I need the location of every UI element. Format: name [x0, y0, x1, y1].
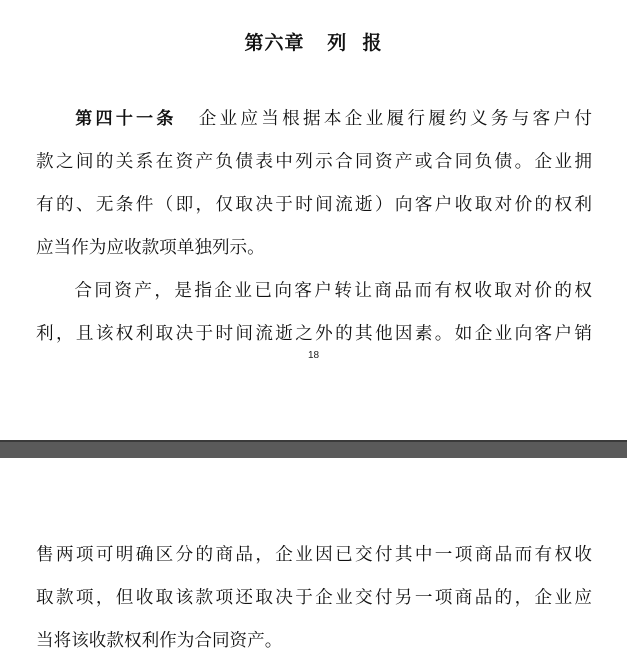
chapter-title: 第六章 列 报 — [244, 32, 383, 54]
paragraph-line: 有的、无条件（即，仅取决于时间流逝）向客户收取对价的权利 — [36, 195, 592, 215]
document-page-19 — [0, 458, 627, 669]
page-number: 18 — [307, 350, 320, 361]
paragraph-line-text: 企业应当根据本企业履行履约义务与客户付 — [198, 109, 592, 129]
paragraph-line: 利，且该权利取决于时间流逝之外的其他因素。如企业向客户销 — [36, 324, 592, 344]
page-separator — [0, 440, 627, 458]
contract-asset-paragraph-continued — [36, 534, 592, 663]
paragraph-line: 应当作为应收款项单独列示。 — [36, 238, 265, 258]
paragraph-line-text: 合同资产，是指企业已向客户转让商品而有权收取对价的权 — [72, 281, 592, 301]
paragraph-line — [36, 270, 592, 313]
paragraph-line: 当将该收款权利作为合同资产。 — [36, 631, 283, 651]
paragraph-line: 售两项可明确区分的商品，企业因已交付其中一项商品而有权收 — [36, 545, 592, 565]
paragraph-line — [36, 98, 592, 141]
contract-asset-paragraph — [36, 270, 592, 356]
paragraph-line: 取款项，但收取该款项还取决于企业交付另一项商品的，企业应 — [36, 588, 592, 608]
article-41-paragraph — [36, 98, 592, 270]
article-number: 第四十一条 — [72, 109, 177, 129]
paragraph-line: 款之间的关系在资产负债表中列示合同资产或合同负债。企业拥 — [36, 152, 592, 172]
